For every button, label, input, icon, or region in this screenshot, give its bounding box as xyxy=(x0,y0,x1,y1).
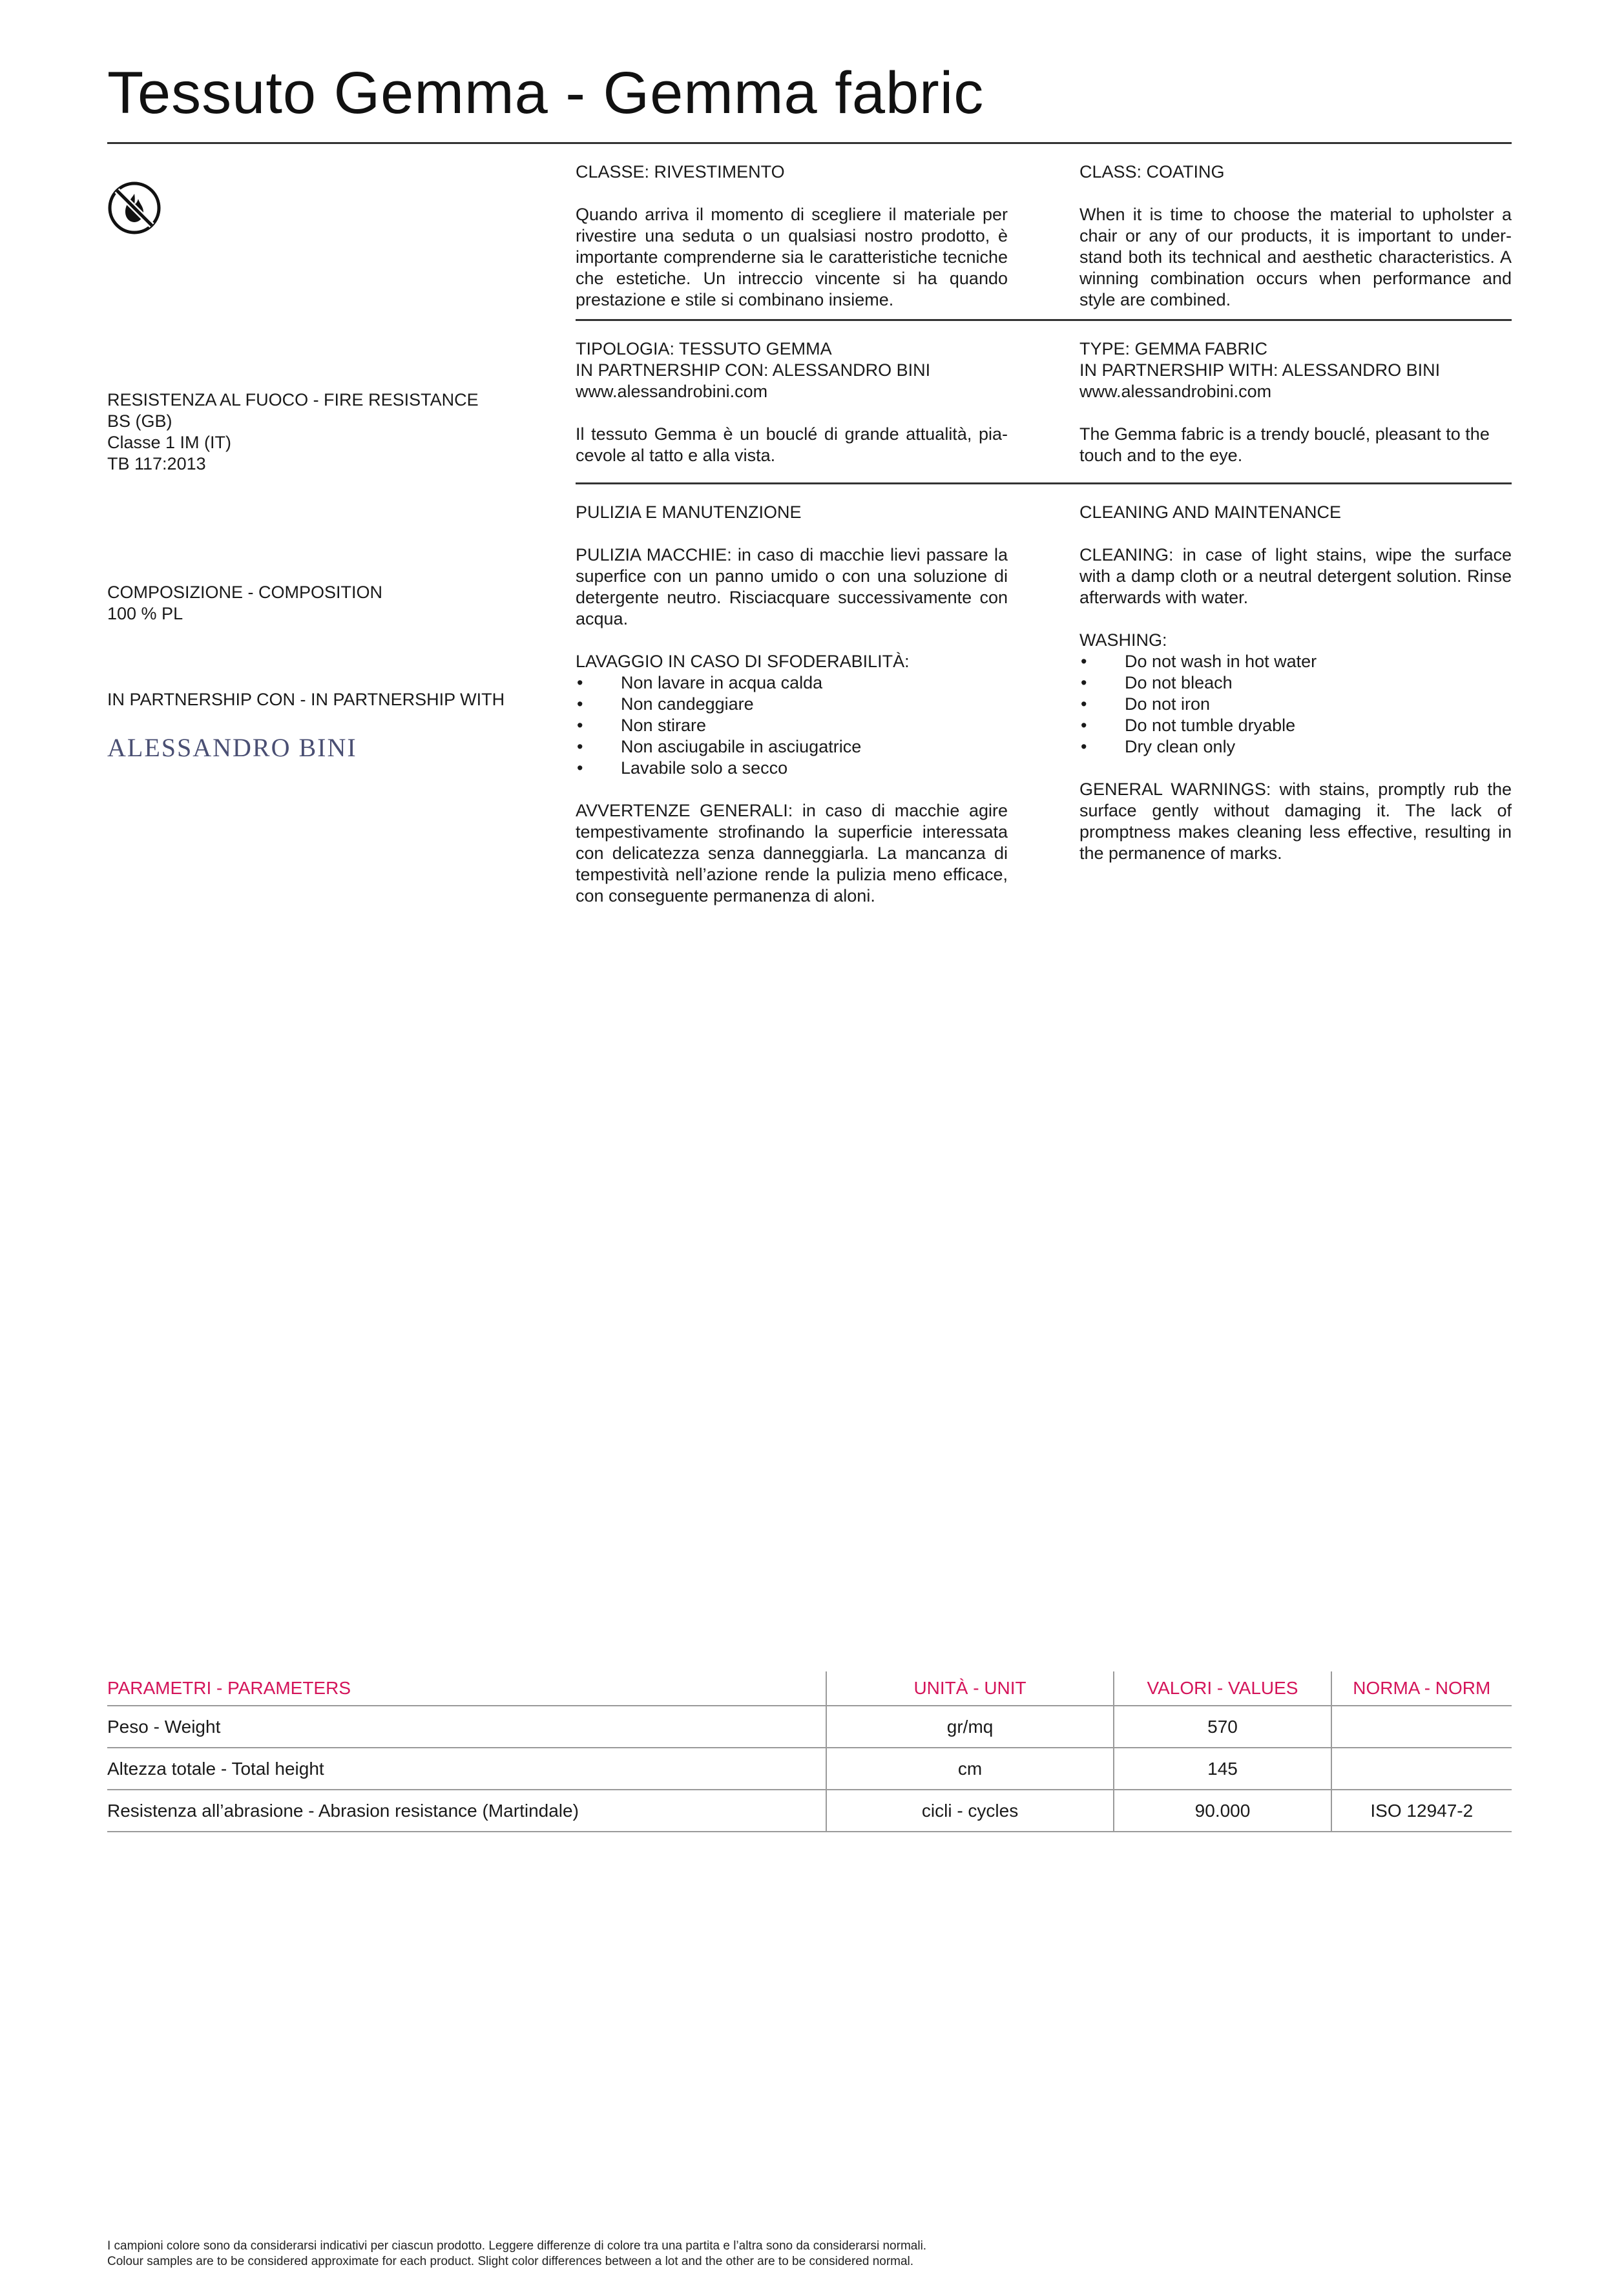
cleaning-section-it xyxy=(576,502,1008,907)
list-item: • Non asciugabile in asciugatrice xyxy=(576,736,1008,758)
website-link-en[interactable]: www.alessandrobini.com xyxy=(1079,382,1272,401)
section-divider xyxy=(576,482,1512,484)
partnership-block xyxy=(107,689,521,710)
washing-heading-en: WASHING: xyxy=(1079,630,1167,650)
cleaning-heading-it: PULIZIA E MANUTENZIONE xyxy=(576,502,802,522)
parameters-table xyxy=(107,1671,1512,1832)
type-text-en: The Gemma fabric is a trendy bouclé, pleasant to the touch and to the eye. xyxy=(1079,424,1490,465)
list-item: • Do not iron xyxy=(1079,694,1512,715)
list-item: • Dry clean only xyxy=(1079,736,1512,758)
column-header: VALORI - VALUES xyxy=(1114,1671,1331,1706)
table-cell: 90.000 xyxy=(1114,1790,1331,1832)
table-cell: Peso - Weight xyxy=(107,1706,826,1748)
list-item: • Do not wash in hot water xyxy=(1079,651,1512,672)
table-cell: gr/mq xyxy=(826,1706,1114,1748)
washing-list-en xyxy=(1079,651,1512,758)
washing-heading-it: LAVAGGIO IN CASO DI SFODERABILITÀ: xyxy=(576,652,910,671)
fire-resistance-block xyxy=(107,389,521,475)
table-cell: cicli - cycles xyxy=(826,1790,1114,1832)
table-row xyxy=(107,1790,1512,1832)
no-fire-icon xyxy=(107,181,162,235)
column-header: PARAMETRI - PARAMETERS xyxy=(107,1671,826,1706)
table-cell: ISO 12947-2 xyxy=(1331,1790,1512,1832)
fire-resistance-heading: RESISTENZA AL FUOCO - FIRE RESISTANCE xyxy=(107,390,479,409)
section-divider xyxy=(576,319,1512,321)
composition-value: 100 % PL xyxy=(107,604,183,623)
type-section-it xyxy=(576,338,1008,466)
table-cell: 145 xyxy=(1114,1748,1331,1790)
fire-standard: TB 117:2013 xyxy=(107,454,206,473)
website-link-it[interactable]: www.alessandrobini.com xyxy=(576,382,768,401)
table-cell: Resistenza all’abrasione - Abrasion resistance (Martindale) xyxy=(107,1790,826,1832)
type-line-it: TIPOLOGIA: TESSUTO GEMMA xyxy=(576,339,832,358)
composition-heading: COMPOSIZIONE - COMPOSITION xyxy=(107,583,383,602)
fire-standard: Classe 1 IM (IT) xyxy=(107,433,232,452)
class-text-it: Quando arriva il momento di scegliere il materiale per rivestire una seduta o un qualsiasi nostro prodotto, è importante comprenderne sia le caratteristiche tecniche che estetiche. Un intreccio vincente si ha quando prestazione e stile si combinano insieme. xyxy=(576,205,1008,309)
footer-line-en: Colour samples are to be considered approximate for each product. Slight color differences between a lot and the other are to be considered normal. xyxy=(107,2255,914,2268)
table-row xyxy=(107,1748,1512,1790)
table-cell: cm xyxy=(826,1748,1114,1790)
table-row xyxy=(107,1706,1512,1748)
footer-line-it: I campioni colore sono da considerarsi indicativi per ciascun prodotto. Leggere differenze di colore tra una partita e l’altra sono da considerarsi normali. xyxy=(107,2239,927,2253)
type-line-en: IN PARTNERSHIP WITH: ALESSANDRO BINI xyxy=(1079,360,1441,380)
partner-logo: ALESSANDRO BINI xyxy=(107,733,357,762)
cleaning-text-it: PULIZIA MACCHIE: in caso di macchie lievi passare la superfice con un panno umido o con una soluzione di detergente neutro. Risciacquare successivamente con acqua. xyxy=(576,545,1008,628)
type-line-en: TYPE: GEMMA FABRIC xyxy=(1079,339,1268,358)
partnership-heading: IN PARTNERSHIP CON - IN PARTNERSHIP WITH xyxy=(107,690,505,709)
table-cell: Altezza totale - Total height xyxy=(107,1748,826,1790)
list-item: • Do not bleach xyxy=(1079,672,1512,694)
class-section-en xyxy=(1079,161,1512,311)
list-item: • Lavabile solo a secco xyxy=(576,758,1008,779)
type-text-it: Il tessuto Gemma è un bouclé di grande attualità, piacevole al tatto e alla vista. xyxy=(576,424,1008,465)
fire-standard: BS (GB) xyxy=(107,411,172,431)
footer-disclaimer xyxy=(107,2239,926,2270)
table-cell xyxy=(1331,1748,1512,1790)
cleaning-heading-en: CLEANING AND MAINTENANCE xyxy=(1079,502,1342,522)
list-item: • Non lavare in acqua calda xyxy=(576,672,1008,694)
table-header-row xyxy=(107,1671,1512,1706)
cleaning-section-en xyxy=(1079,502,1512,864)
list-item: • Non stirare xyxy=(576,715,1008,736)
page-title: Tessuto Gemma - Gemma fabric xyxy=(107,60,985,126)
table-cell xyxy=(1331,1706,1512,1748)
list-item: • Do not tumble dryable xyxy=(1079,715,1512,736)
title-divider xyxy=(107,142,1512,144)
class-section-it xyxy=(576,161,1008,311)
composition-block xyxy=(107,582,521,625)
table-cell: 570 xyxy=(1114,1706,1331,1748)
list-item: • Non candeggiare xyxy=(576,694,1008,715)
washing-list-it xyxy=(576,672,1008,779)
class-heading-it: CLASSE: RIVESTIMENTO xyxy=(576,162,785,181)
column-header: NORMA - NORM xyxy=(1331,1671,1512,1706)
warnings-text-en: GENERAL WARNINGS: with stains, promptly rub the surface gently without damaging it. The lack of promptness makes cleaning less effective, resulting in the permanence of marks. xyxy=(1079,780,1512,863)
class-heading-en: CLASS: COATING xyxy=(1079,162,1225,181)
warnings-text-it: AVVERTENZE GENERALI: in caso di macchie agire tempestivamente strofinando la superficie interessata con delicatezza senza danneggiarla. La mancanza di tempestività nell’azione rende la pulizia meno efficace, con conseguente permanenza di aloni. xyxy=(576,801,1008,905)
column-header: UNITÀ - UNIT xyxy=(826,1671,1114,1706)
type-line-it: IN PARTNERSHIP CON: ALESSANDRO BINI xyxy=(576,360,931,380)
cleaning-text-en: CLEANING: in case of light stains, wipe the surface with a damp cloth or a neutral detergent solution. Rinse afterwards with water. xyxy=(1079,545,1512,607)
type-section-en xyxy=(1079,338,1512,466)
class-text-en: When it is time to choose the material to upholster a chair or any of our products, it is important to understand both its technical and aesthetic characteristics. A winning combination occurs when performance and style are combined. xyxy=(1079,205,1512,309)
